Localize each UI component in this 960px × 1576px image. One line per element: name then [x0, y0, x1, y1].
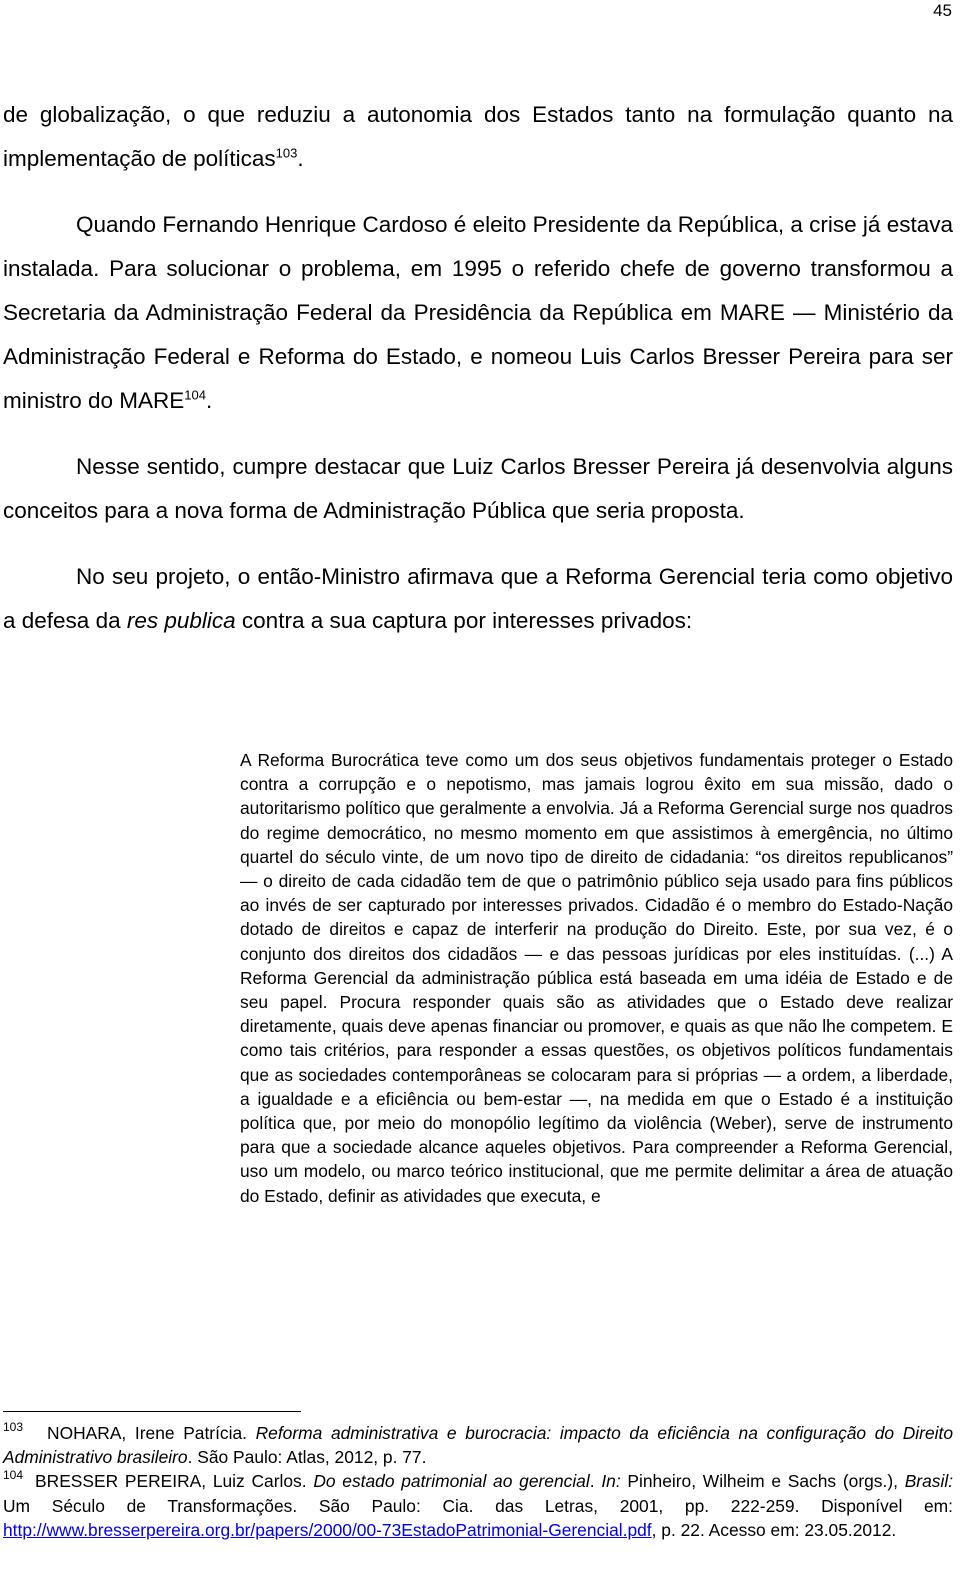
block-quote: A Reforma Burocrática teve como um dos seus objetivos fundamentais proteger o Estado contra a corrupção e o nepotismo, mas jamais logrou êxito em sua missão, dado o autoritarismo político que geralmente a envolvia. Já a Reforma Gerencial surge nos quadros do regime democrático, no mesmo momento em que assistimos à emergência, no último quartel do século vinte, de um novo tipo de direito de cidadania: “os direitos republicanos” — o direito de cada cidadão tem de que o patrimônio público seja usado para fins públicos ao invés de ser capturado por interesses privados. Cidadão é o membro do Estado-Nação dotado de direitos e capaz de interferir na produção do Direito. Este, por sua vez, é o conjunto dos direitos dos cidadãos — e das pessoas jurídicas por eles instituídas. (...) A Reforma Gerencial da administração pública está baseada em uma idéia de Estado e de seu papel. Procura responder quais são as atividades que o Estado deve realizar diretamente, quais deve apenas financiar ou promover, e quais as que não lhe competem. E como tais critérios, para responder a essas questões, os objetivos políticos fundamentais que as sociedades contemporâneas se colocaram para si próprias — a ordem, a liberdade, a igualdade e a eficiência ou bem-estar —, na medida em que o Estado é a instituição política que, por meio do monopólio legítimo da violência (Weber), serve de instrumento para que a sociedade alcance aqueles objetivos. Para compreender a Reforma Gerencial, uso um modelo, ou marco teórico institucional, que me permite delimitar a área de atuação do Estado, definir as atividades que executa, e	[240, 750, 953, 1206]
footnote-103: $^{103}$ NOHARA, Irene Patrícia. Reforma administrativa e burocracia: impacto da eficiência na configuração do Direito Administrativo brasileiro. São Paulo: Atlas, 2012, p. 77.	[3, 1420, 953, 1468]
footnote-ref-104[interactable]: 104	[184, 387, 206, 403]
page-number: 45	[933, 1, 952, 20]
footnote-number: 103	[3, 1420, 24, 1434]
paragraph-2: Quando Fernando Henrique Cardoso é eleito Presidente da República, a crise já estava instalada. Para solucionar o problema, em 1995 o referido chefe de governo transformou a Secretaria da Administração Federal da Presidência da República em MARE — Ministério da Administração Federal e Reforma do Estado, e nomeou Luis Carlos Bresser Pereira para ser ministro do MARE$^{104}$.	[3, 212, 953, 413]
footnote-divider	[3, 1411, 301, 1412]
footnotes	[3, 1421, 953, 1542]
footnote-ref-103[interactable]: 103	[275, 145, 298, 161]
paragraph-1: de globalização, o que reduziu a autonomia dos Estados tanto na formulação quanto na implementação de políticas$^{103}$.	[3, 102, 953, 171]
footnote-number: 104	[3, 1468, 24, 1483]
italic-term: res publica	[126, 608, 236, 633]
body-text	[3, 93, 953, 643]
paragraph-3: Nesse sentido, cumpre destacar que Luiz Carlos Bresser Pereira já desenvolvia alguns conceitos para a nova forma de Administração Pública que seria proposta.	[3, 454, 953, 523]
paragraph-4: No seu projeto, o então-Ministro afirmava que a Reforma Gerencial teria como objetivo a defesa da res publica contra a sua captura por interesses privados:	[3, 564, 953, 633]
footnote-104: $^{104}$ BRESSER PEREIRA, Luiz Carlos. Do estado patrimonial ao gerencial. In: Pinheiro, Wilheim e Sachs (orgs.), Brasil: Um Século de Transformações. São Paulo: Cia. das Letras, 2001, pp. 222-259. Disponível em: http://www.bresserpereira.org.br/papers/2000/00-73EstadoPatrimonial-Gerencial.pdf, p. 22. Acesso em: 23.05.2012.	[3, 1468, 954, 1540]
reference-link[interactable]: http://www.bresserpereira.org.br/papers/2000/00-73EstadoPatrimonial-Gerencial.pdf	[3, 1519, 652, 1540]
